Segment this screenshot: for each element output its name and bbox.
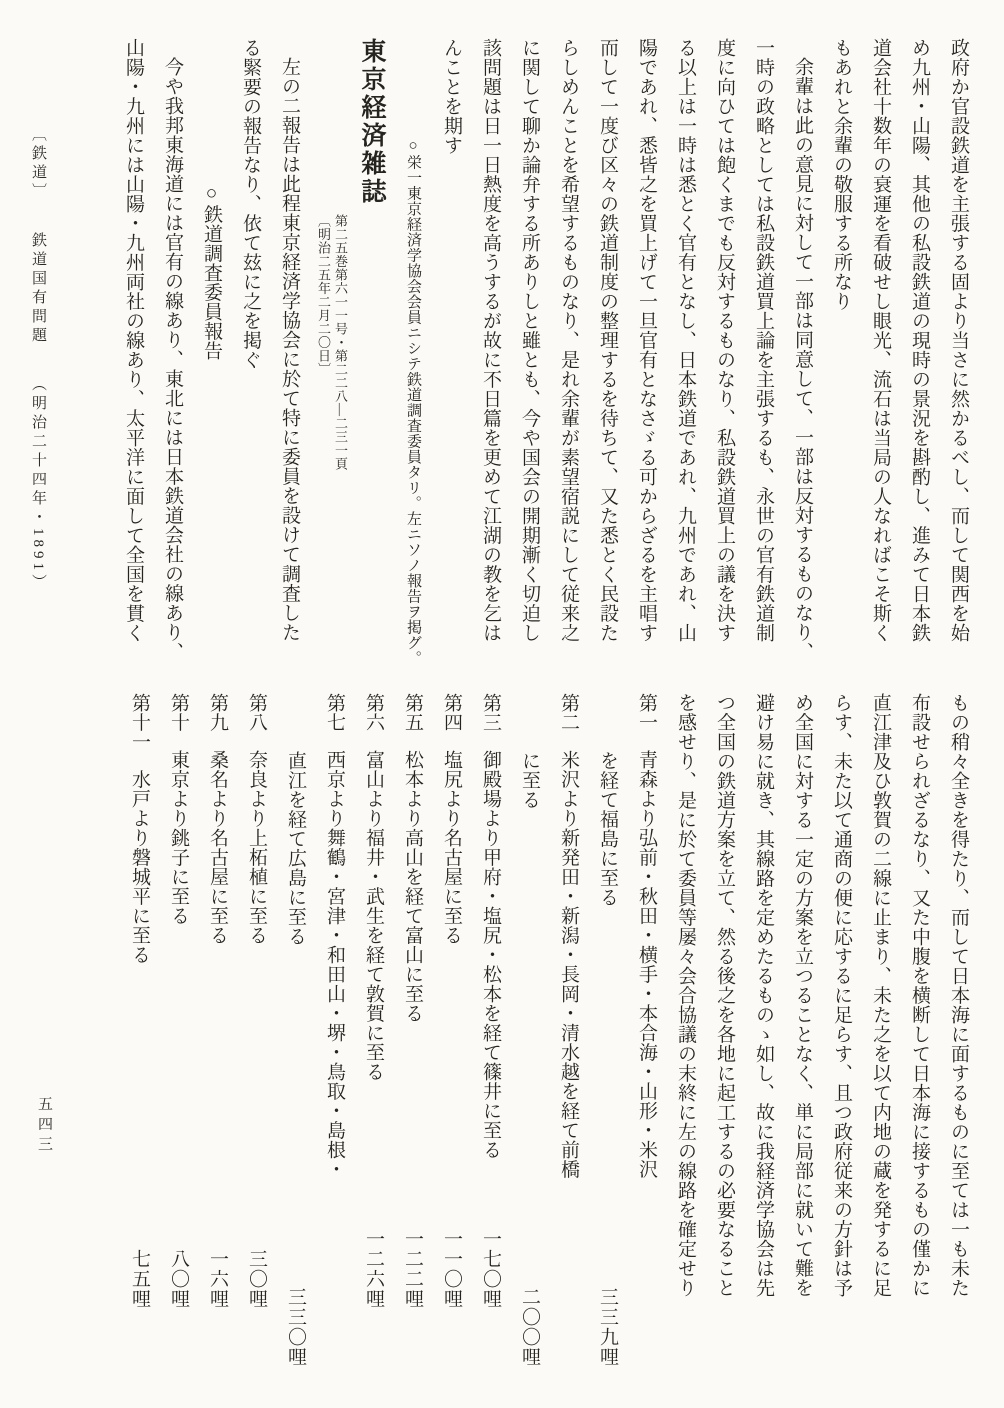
route-item-7-continuation [276,693,315,1367]
journal-issue: 第二五巻第六一一号・第二二八—二三一頁 [333,214,348,471]
running-head-year: （明治二十四年・1891） [30,375,46,593]
text-column: に関して聊か論弁する所ありしと雖とも、今や国会の開期漸く切迫し [519,38,540,643]
route-item-7 [315,693,354,1315]
route-number: 第二 [558,693,579,732]
text-column: る緊要の報告なり、依て玆に之を掲ぐ [240,38,261,370]
route-item-6 [354,693,393,1315]
text-column: んことを期す [441,38,462,155]
route-text: 奈良より上柘植に至る [246,750,267,945]
route-item-2 [549,693,588,1315]
report-heading: ○鉄道調査委員報告 [201,183,222,361]
route-number: 第八 [246,693,267,732]
text-column: 道会社十数年の衰運を看破せし眼光、流石は当局の人なればこそ斯く [870,38,891,643]
text-column: 布設せられざるなり、又た中腹を横断して日本海に接するもの僅かに [909,693,930,1298]
text-column: 政府か官設鉄道を主張する固より当さに然かるべし、而して関西を始 [948,38,969,643]
route-text: 桑名より名古屋に至る [207,750,228,945]
journal-reference [315,38,393,683]
route-text: 青森より弘前・秋田・横手・本合海・山形・米沢 [636,750,657,1179]
route-item-1 [627,693,666,1315]
running-head-category: 〔鉄道〕 [30,126,46,202]
upper-text-block [98,38,978,683]
route-text: 直江を経て広島に至る [285,751,306,946]
journal-date: 〔明治二五年二月二〇日〕 [316,214,331,376]
text-column: つ全国の鉄道方案を立て、然る後之を各地に起工するの必要なること [714,693,735,1298]
route-item-1-continuation [588,693,627,1367]
route-text: 松本より高山を経て富山に至る [402,750,423,1023]
route-text: 水戸より磐城平に至る [129,769,150,965]
route-mileage: 二〇〇哩 [519,1287,540,1367]
page-number: 五四三 [36,1096,52,1156]
route-item-8 [237,693,276,1315]
route-number: 第六 [363,693,384,732]
route-item-2-continuation [510,693,549,1367]
lower-text-block [98,693,978,1367]
text-column: を感せり、是に於て委員等屡々会合協議の末終に左の線路を確定せり [675,693,696,1298]
running-head [28,126,49,593]
route-mileage: 一一〇哩 [441,1229,462,1309]
text-column: 直江津及ひ敦賀の二線に止まり、未た之を以て内地の蔵を発するに足 [870,693,891,1298]
route-number: 第九 [207,693,228,732]
route-text: 塩尻より名古屋に至る [441,750,462,945]
route-mileage: 三〇哩 [246,1249,267,1309]
route-item-10 [159,693,198,1315]
route-mileage: 一六哩 [207,1249,228,1309]
route-number: 第三 [480,693,501,732]
route-number: 第七 [324,693,345,732]
text-column: 左の二報告は此程東京経済学協会に於て特に委員を設けて調査した [279,57,300,642]
text-column: 余輩は此の意見に対して一部は同意して、一部は反対するものなり、 [792,57,813,662]
route-number: 第五 [402,693,423,732]
text-column: もあれと余輩の敬服する所なり [831,38,852,311]
text-column: 該問題は日一日熱度を高うするが故に不日篇を更めて江湖の教を乞は [480,38,501,643]
route-number: 第十 [168,693,189,732]
route-text: を経て福島に至る [597,751,618,907]
route-number: 第十一 [129,693,150,752]
route-item-11 [120,693,159,1315]
route-item-4 [432,693,471,1315]
route-item-5 [393,693,432,1315]
editor-note: ○栄一東京経済学協会会員ニシテ鉄道調査委員タリ。左ニソノ報告ヲ掲グ。 [405,138,421,666]
text-column: 山陽・九州には山陽・九州両社の線あり、太平洋に面して全国を貫く [123,38,144,643]
route-mileage: 八〇哩 [168,1249,189,1309]
route-item-3 [471,693,510,1315]
text-column: らす、未た以て通商の便に応するに足らす、且つ政府従来の方針は予 [831,693,852,1298]
route-mileage: 一二二哩 [402,1229,423,1309]
text-column: らしめんことを希望するものなり、是れ余輩が素望宿説にして従来之 [558,38,579,643]
text-column: 陽であれ、悉皆之を買上げて一旦官有となさゞる可からざるを主唱す [636,38,657,643]
text-column: め全国に対する一定の方案を立つることなく、単に局部に就いて難を [792,693,813,1298]
text-column: 避け易に就き、其線路を定めたるものゝ如し、故に我経済学協会は先 [753,693,774,1298]
route-text: 米沢より新発田・新潟・長岡・清水越を経て前橋 [558,750,579,1179]
text-column: 一時の政略としては私設鉄道買上論を主張するも、永世の官有鉄道制 [753,38,774,643]
route-text: 西京より舞鶴・宮津・和田山・堺・鳥取・島根・ [324,750,345,1179]
running-head-title: 鉄道国有問題 [30,231,46,346]
route-mileage: 七五哩 [129,1249,150,1309]
route-item-9 [198,693,237,1315]
route-text: 御殿場より甲府・塩尻・松本を経て篠井に至る [480,750,501,1160]
route-text: 東京より銚子に至る [168,750,189,926]
journal-title: 東京経済雑誌 [358,38,385,206]
route-mileage: 三三九哩 [597,1287,618,1367]
text-column: 今や我邦東海道には官有の線あり、東北には日本鉄道会社の線あり、 [162,57,183,662]
route-mileage: 三三〇哩 [285,1287,306,1367]
route-mileage: 一七〇哩 [480,1229,501,1309]
page-content [98,38,978,1367]
route-mileage: 一二六哩 [363,1229,384,1309]
text-column: め九州・山陽、其他の私設鉄道の現時の景況を斟酌し、進みて日本鉄 [909,38,930,643]
route-text: 富山より福井・武生を経て敦賀に至る [363,750,384,1082]
text-column: る以上は一時は悉とく官有となし、日本鉄道であれ、九州であれ、山 [675,38,696,643]
text-column: もの稍々全きを得たり、而して日本海に面するものに至ては一も未た [948,693,969,1298]
route-number: 第四 [441,693,462,732]
route-text: に至る [519,751,540,810]
text-column: 而して一度び区々の鉄道制度の整理するを待ちて、又た悉とく民設た [597,38,618,643]
route-number: 第一 [636,693,657,732]
text-column: 度に向ひては飽くまでも反対するものなり、私設鉄道買上の議を決す [714,38,735,643]
